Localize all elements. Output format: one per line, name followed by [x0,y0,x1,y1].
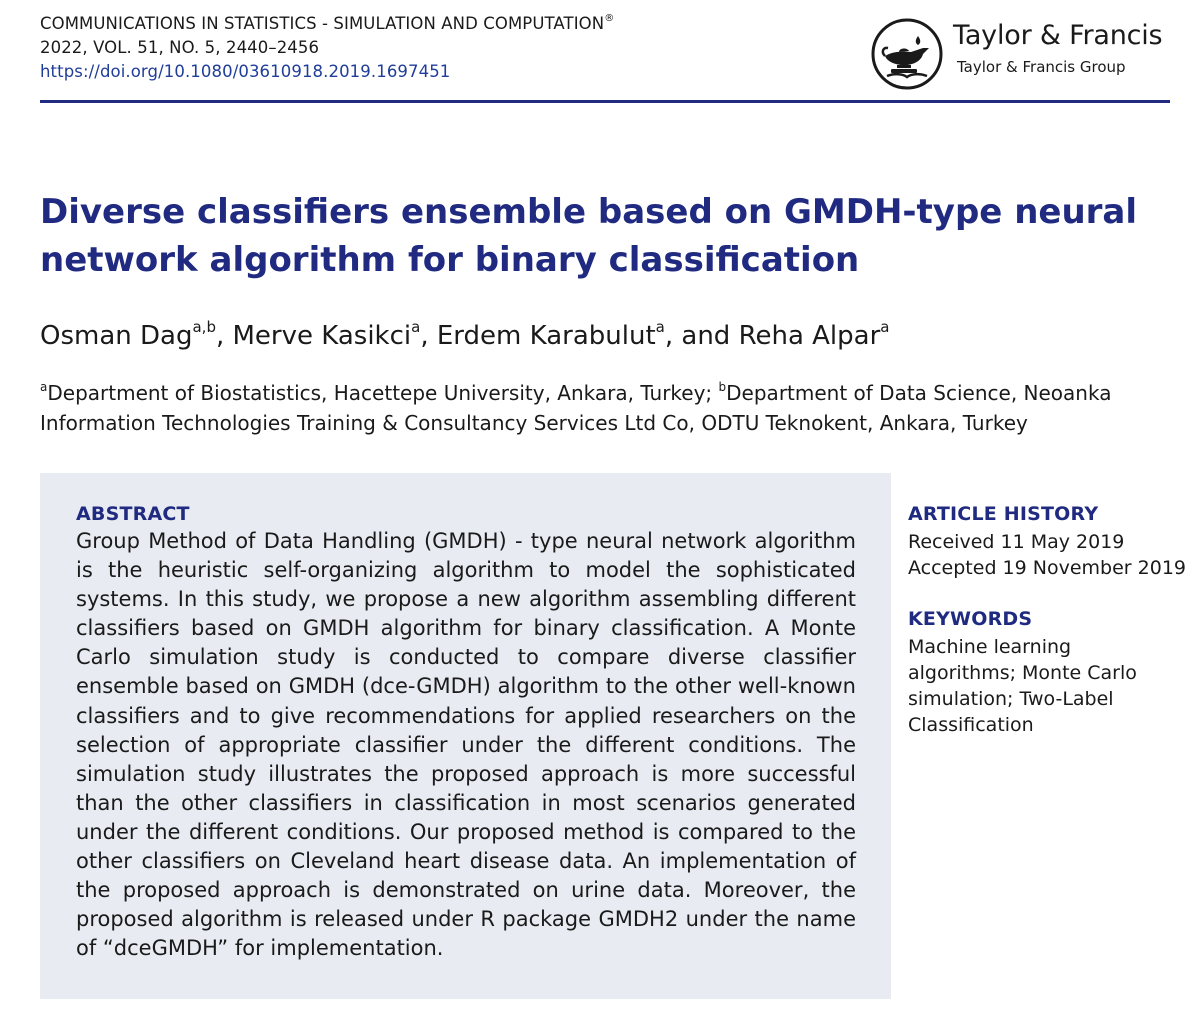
author-name: Merve Kasikci [232,321,412,351]
author-affiliation-mark: a,b [192,318,216,336]
keywords-text: Machine learning algorithms; Monte Carlo simulation; Two-Label Classification [908,636,1137,736]
author-name: Reha Alpar [738,321,881,351]
author-affiliation-mark: a [411,318,421,336]
article-history-heading: ARTICLE HISTORY [908,503,1099,525]
abstract-text: Group Method of Data Handling (GMDH) - type neural network algorithm is the heuristic self-organizing algorithm to model the sophisticated systems. In this study, we propose a new algorithm assembling different classifiers based on GMDH algorithm for binary classification. A Monte Carlo simulation study is conducted to compare diverse classifier ensemble based on GMDH (dce-GMDH) algorithm to the other well-known classifiers and to give recommendations for applied researchers on the selection of appropriate classifier under the different conditions. The simulation study illustrates the proposed approach is more successful than the other classifiers in classification in most scenarios generated under the different conditions. Our proposed method is compared to the other classifiers on Cleveland heart disease data. An implementation of the proposed approach is demonstrated on urine data. Moreover, the proposed algorithm is released under R package GMDH2 under the name of “dceGMDH” for implementation. [76,529,856,961]
affiliation-a: Department of Biostatistics, Hacettepe University, Ankara, Turkey; [47,381,719,405]
registered-mark: ® [604,13,615,24]
affiliations [40,378,1170,438]
author-name: Osman Dag [40,321,193,351]
received-date: Received 11 May 2019 [908,531,1125,553]
publisher-name: Taylor & Francis [953,20,1163,51]
author-separator: , and [664,321,739,351]
author-separator: , [215,321,233,351]
article-title: Diverse classifiers ensemble based on GMDH-type neural network algorithm for binary classification [40,192,1138,280]
keywords-heading: KEYWORDS [908,608,1033,630]
abstract-box [40,473,891,999]
author-affiliation-mark: a [880,318,890,336]
journal-meta [40,12,614,84]
header-divider [40,100,1170,103]
author-affiliation-mark: a [655,318,665,336]
affiliation-mark-a: a [40,380,48,394]
article-sidebar [908,503,1186,738]
journal-name-line [40,12,614,36]
author-separator: , [420,321,437,351]
affiliation-mark-b: b [718,380,727,394]
accepted-date: Accepted 19 November 2019 [908,557,1186,579]
keywords-section [908,608,1178,738]
citation: 2022, VOL. 51, NO. 5, 2440–2456 [40,38,320,57]
publisher-group: Taylor & Francis Group [957,58,1126,76]
journal-name: COMMUNICATIONS IN STATISTICS - SIMULATION AND COMPUTATION [40,14,605,33]
abstract-heading: ABSTRACT [76,503,190,525]
author-list [40,318,890,354]
article-history [908,503,1186,581]
oil-lamp-icon [871,18,943,90]
doi-link[interactable]: https://doi.org/10.1080/03610918.2019.1697451 [40,62,451,81]
publisher-logo-block[interactable] [870,12,1170,92]
author-name: Erdem Karabulut [436,321,656,351]
affiliation-b: Department of Data Science, Neoanka Information Technologies Training & Consultancy Services Ltd Co, ODTU Teknokent, Ankara, Turkey [40,381,1112,435]
